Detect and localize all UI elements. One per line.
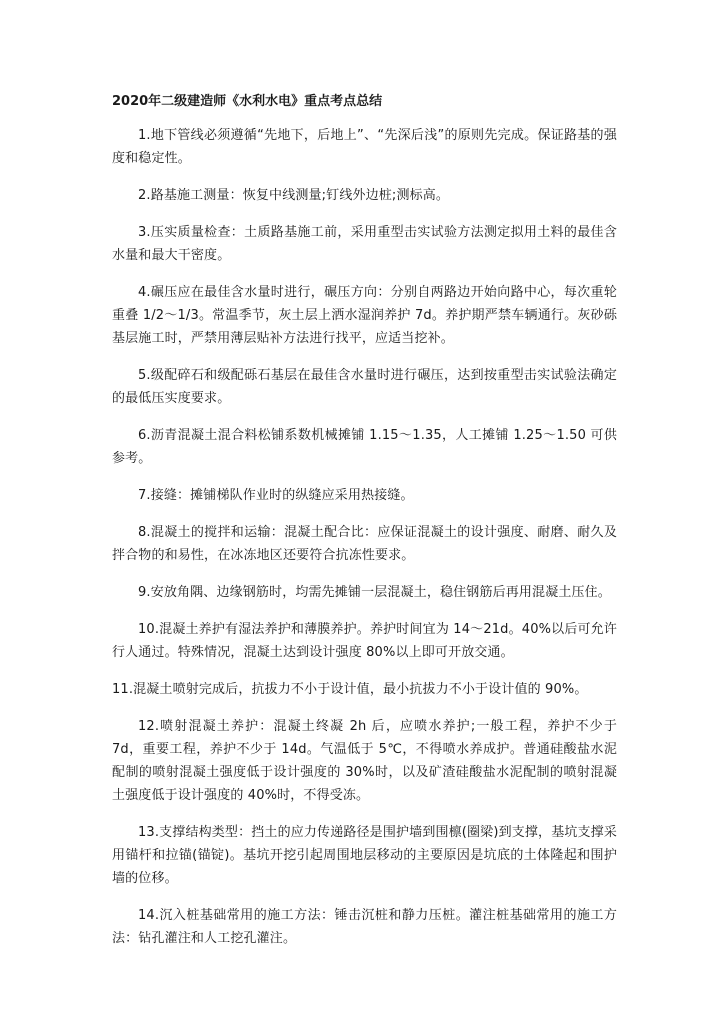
paragraph-14: 14.沉入桩基础常用的施工方法：锤击沉桩和静力压桩。灌注桩基础常用的施工方法：钻孔灌注和人工挖孔灌注。 — [112, 908, 617, 946]
paragraph-13: 13.支撑结构类型：挡土的应力传递路径是围护墙到围檩(圈梁)到支撑，基坑支撑采用锚杆和拉锚(锚锭)。基坑开挖引起周围地层移动的主要原因是坑底的土体隆起和围护墙的位移。 — [112, 825, 617, 886]
paragraph-11: 11.混凝土喷射完成后，抗拔力不小于设计值，最小抗拔力不小于设计值的 90%。 — [112, 682, 588, 697]
paragraph-2: 2.路基施工测量：恢复中线测量;钉线外边桩;测标高。 — [138, 188, 450, 203]
paragraph-1: 1.地下管线必须遵循“先地下，后地上”、“先深后浅”的原则先完成。保证路基的强度和稳定性。 — [112, 128, 617, 166]
paragraph-3: 3.压实质量检查：土质路基施工前，采用重型击实试验方法测定拟用土料的最佳含水量和最大干密度。 — [112, 225, 617, 263]
document-title: 2020年二级建造师《水利水电》重点考点总结 — [112, 94, 383, 109]
paragraph-10: 10.混凝土养护有湿法养护和薄膜养护。养护时间宜为 14～21d。40%以后可允许行人通过。特殊情况，混凝土达到设计强度 80%以上即可开放交通。 — [112, 622, 617, 660]
paragraph-8: 8.混凝土的搅拌和运输：混凝土配合比：应保证混凝土的设计强度、耐磨、耐久及拌合物的和易性，在冰冻地区还要符合抗冻性要求。 — [112, 525, 617, 563]
document-body — [112, 92, 617, 964]
paragraph-9: 9.安放角隅、边缘钢筋时，均需先摊铺一层混凝土，稳住钢筋后再用混凝土压住。 — [138, 585, 611, 600]
paragraph-12: 12.喷射混凝土养护：混凝土终凝 2h 后，应喷水养护;一般工程，养护不少于 7d，重要工程，养护不少于 14d。气温低于 5℃，不得喷水养成护。普通硅酸盐水泥配制的喷射混凝土强度低于设计强度的 30%时，以及矿渣硅酸盐水泥配制的喷射混凝土强度低于设计强度的 40%时，不得受冻。 — [112, 719, 617, 803]
paragraph-6: 6.沥青混凝土混合料松铺系数机械摊铺 1.15～1.35，人工摊铺 1.25～1.50 可供参考。 — [112, 428, 617, 466]
paragraph-5: 5.级配碎石和级配砾石基层在最佳含水量时进行碾压，达到按重型击实试验法确定的最低压实度要求。 — [112, 368, 617, 406]
paragraph-7: 7.接缝：摊铺梯队作业时的纵缝应采用热接缝。 — [138, 488, 414, 503]
paragraph-4: 4.碾压应在最佳含水量时进行，碾压方向：分别自两路边开始向路中心，每次重轮重叠 1/2～1/3。常温季节，灰土层上洒水湿润养护 7d。养护期严禁车辆通行。灰砂砾基层施工时，严禁用薄层贴补方法进行找平，应适当挖补。 — [112, 285, 617, 346]
